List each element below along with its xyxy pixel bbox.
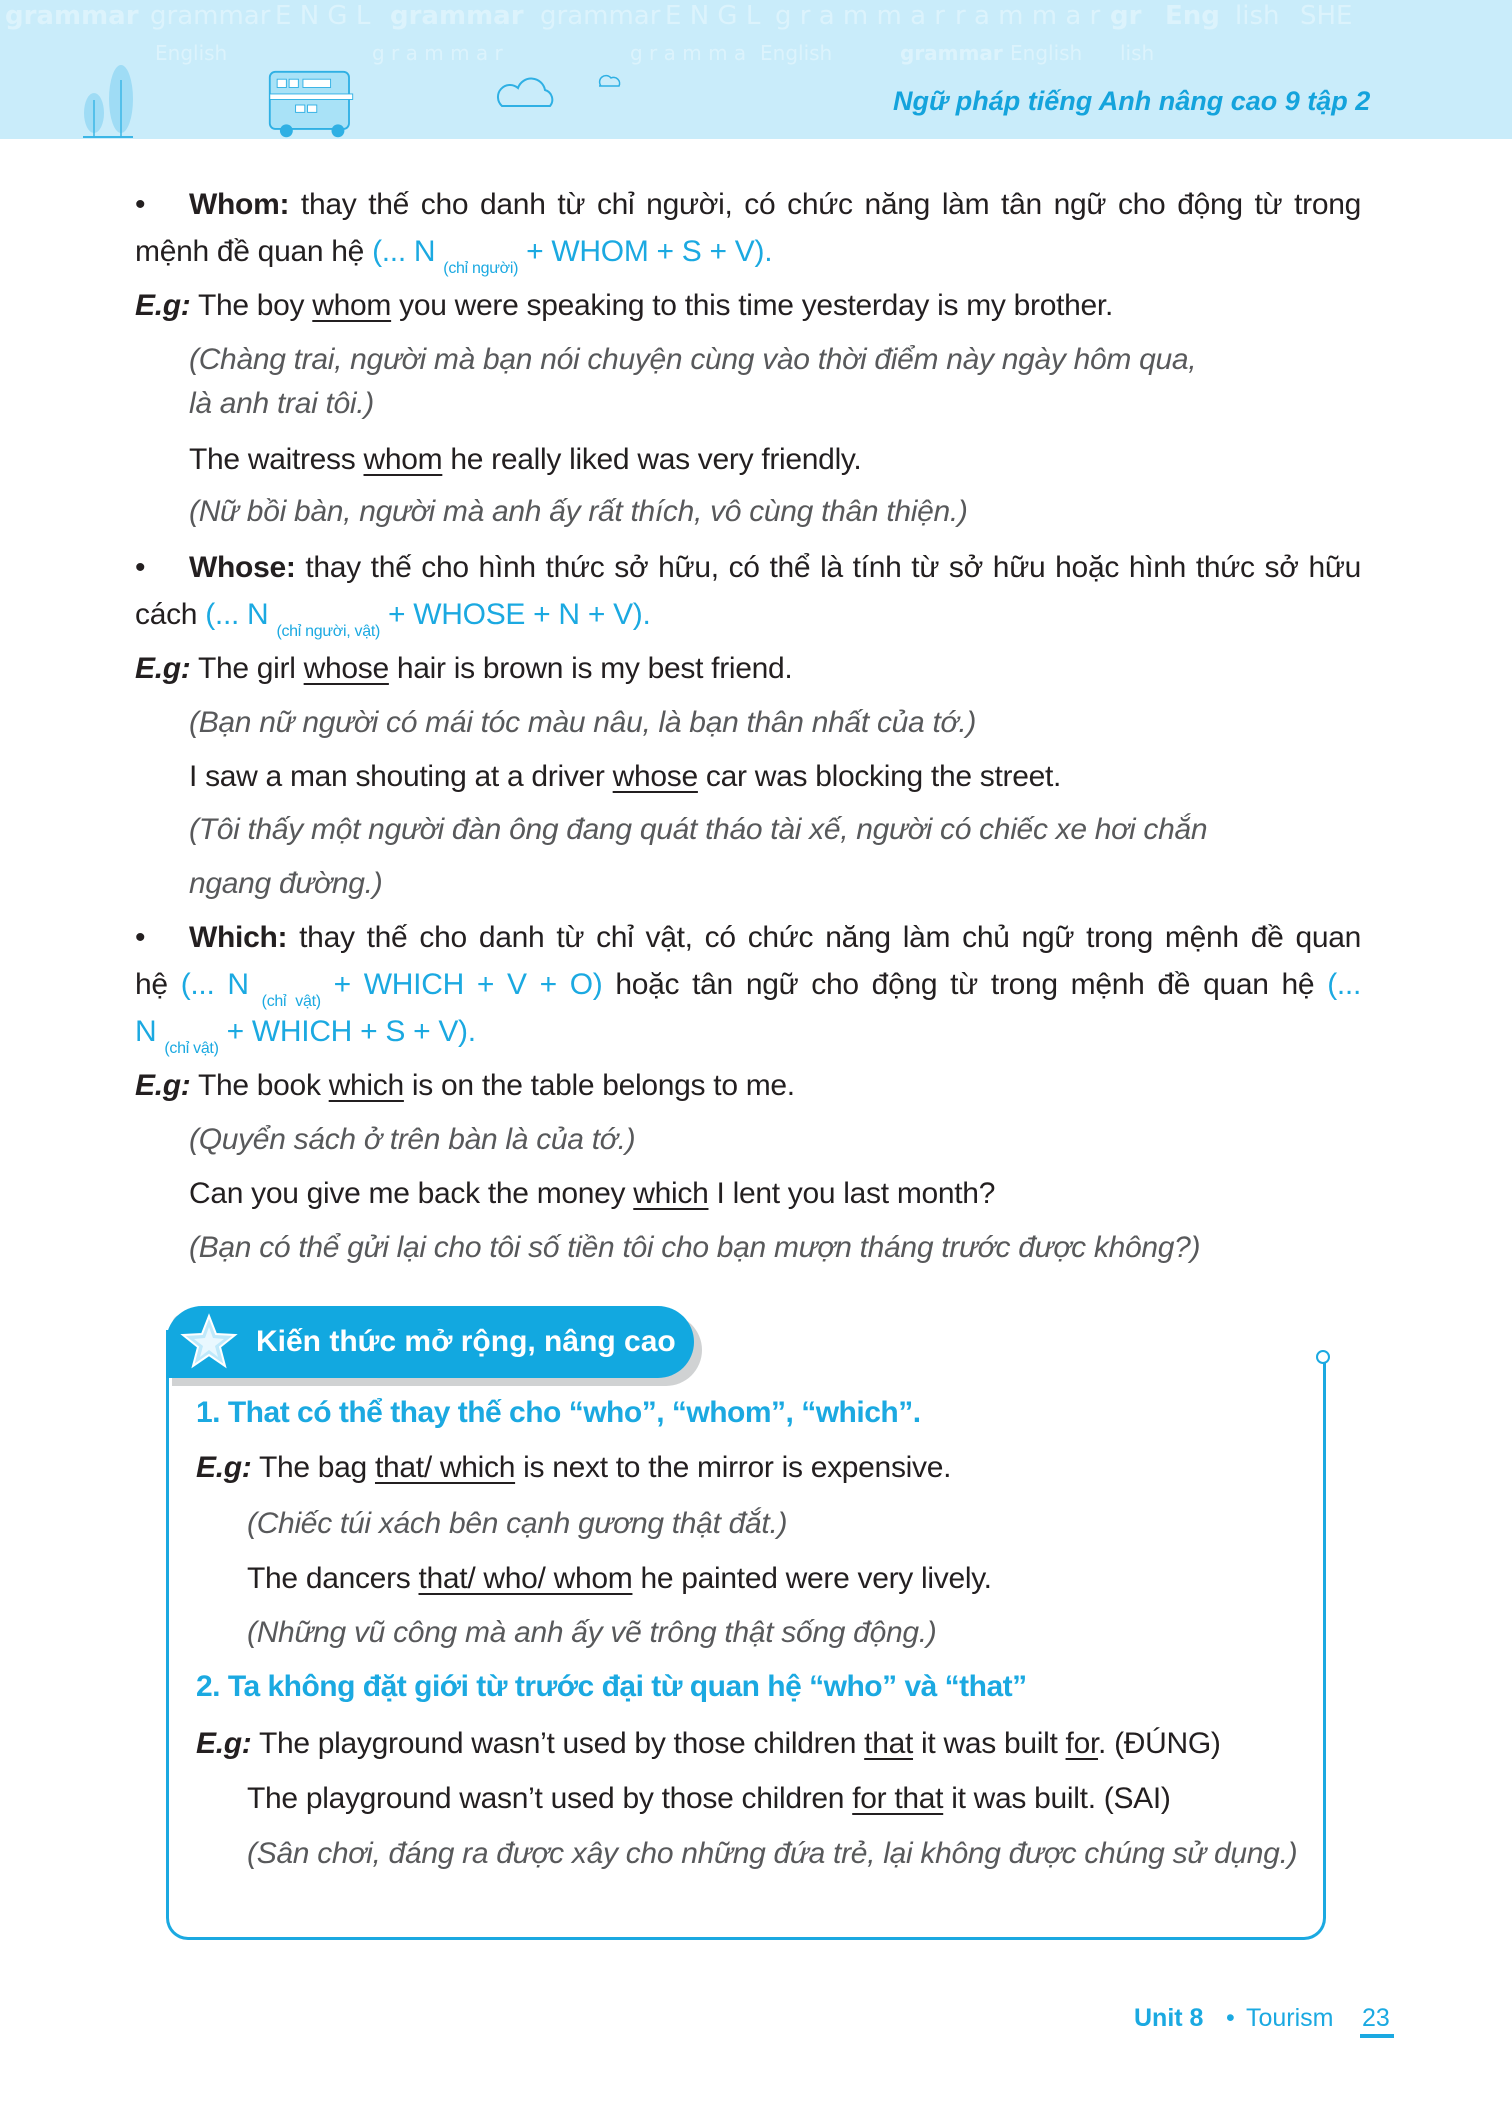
- underlined-keyword: whose: [303, 652, 389, 685]
- text-segment: (Bạn nữ người có mái tóc màu nâu, là bạn thân nhất của tớ.): [189, 706, 977, 739]
- text-line-ex: [189, 755, 1061, 799]
- text-segment: + WHOSE + N + V).: [380, 598, 651, 631]
- text-line-trans: [189, 701, 976, 745]
- advanced-knowledge-box: [166, 1330, 1326, 1940]
- book-title: Ngữ pháp tiếng Anh nâng cao 9 tập 2: [893, 86, 1371, 116]
- text-segment: I lent you last month?: [708, 1177, 996, 1210]
- text-line-trans: [189, 382, 374, 426]
- text-segment: I saw a man shouting at a driver: [189, 760, 613, 793]
- text-segment: car was blocking the street.: [697, 760, 1062, 793]
- text-segment: là anh trai tôi.): [189, 387, 374, 420]
- text-segment: he painted were very lively.: [632, 1562, 992, 1595]
- text-line-trans: [189, 1226, 1200, 1270]
- watermark-word: English: [760, 41, 833, 65]
- text-segment: (... N: [180, 968, 262, 1001]
- watermark-word: g r a m m a: [630, 41, 747, 65]
- text-line-cont-just: [135, 963, 1361, 1010]
- text-line-trans: [189, 490, 968, 534]
- watermark-word: E N G L: [665, 1, 761, 31]
- watermark-word: E N G L: [275, 1, 371, 31]
- text-segment: + WHICH + V + O): [320, 968, 603, 1001]
- text-segment: (Chiếc túi xách bên cạnh gương thật đắt.): [247, 1507, 788, 1540]
- text-line-trans: [189, 862, 382, 906]
- text-segment: is on the table belongs to me.: [403, 1069, 795, 1102]
- text-segment: Can you give me back the money: [189, 1177, 634, 1210]
- text-segment: The bag: [251, 1451, 375, 1484]
- text-line-trans: [189, 338, 1196, 382]
- text-segment: Whom:: [189, 188, 290, 221]
- text-line-cont: [135, 593, 651, 640]
- watermark-word: grammar: [150, 1, 271, 31]
- text-segment: (Bạn có thể gửi lại cho tôi số tiền tôi cho bạn mượn tháng trước được không?): [189, 1231, 1201, 1264]
- text-segment: (Nữ bồi bàn, người mà anh ấy rất thích, vô cùng thân thiện.): [189, 495, 968, 528]
- bullet-icon: •: [135, 551, 146, 584]
- text-line-cont: [135, 230, 773, 277]
- text-segment: is next to the mirror is expensive.: [515, 1451, 952, 1484]
- subscript-note: (chỉ người, vật): [276, 623, 380, 640]
- text-segment: it was built: [913, 1727, 1066, 1760]
- text-line-eg: [135, 647, 792, 691]
- text-segment: The book: [190, 1069, 329, 1102]
- page-number: 23: [1362, 2004, 1390, 2032]
- double-decker-bus-icon: [262, 70, 366, 139]
- text-line-eg: [135, 1064, 795, 1108]
- example-label: E.g:: [135, 289, 191, 322]
- example-label: E.g:: [196, 1451, 252, 1484]
- text-line-bullet-first: [189, 916, 1361, 960]
- text-line-cont: [135, 1010, 476, 1057]
- underlined-keyword: that/ which: [374, 1451, 516, 1484]
- bullet-icon: •: [135, 188, 146, 221]
- subscript-note: (chỉ người): [443, 260, 519, 277]
- watermark-word: SHE: [1300, 1, 1353, 31]
- text-segment: (Tôi thấy một người đàn ông đang quát tháo tài xế, người có chiếc xe hơi chắn: [189, 813, 1208, 846]
- text-segment: hệ: [135, 968, 181, 1001]
- text-segment: + WHICH + S + V).: [218, 1015, 476, 1048]
- bullet-icon: •: [135, 921, 146, 954]
- text-segment: N: [135, 1015, 165, 1048]
- text-segment: The dancers: [247, 1562, 419, 1595]
- footer-separator: •: [1226, 2004, 1235, 2032]
- example-label: E.g:: [196, 1727, 252, 1760]
- watermark-word: gr: [1110, 1, 1142, 31]
- text-line-trans: [189, 1118, 635, 1162]
- watermark-word: g r a m m a r: [775, 1, 945, 31]
- text-segment: cách: [135, 598, 206, 631]
- text-segment: you were speaking to this time yesterday is my brother.: [391, 289, 1113, 322]
- watermark-word: Eng: [1165, 1, 1220, 31]
- watermark-word: grammar: [390, 1, 524, 31]
- box-title: Kiến thức mở rộng, nâng cao: [256, 1325, 676, 1358]
- text-segment: (Những vũ công mà anh ấy vẽ trông thật sống động.): [247, 1616, 937, 1649]
- text-segment: (Quyển sách ở trên bàn là của tớ.): [189, 1123, 636, 1156]
- underlined-keyword: which: [328, 1069, 404, 1102]
- watermark-word: English: [155, 41, 228, 65]
- text-line-bullet-first: [189, 546, 1361, 590]
- text-segment: thay thế cho hình thức sở hữu, có thể là tính từ sở hữu hoặc hình thức sở hữu: [295, 551, 1361, 584]
- underlined-keyword: whom: [312, 289, 392, 322]
- underlined-keyword: for: [1065, 1727, 1099, 1760]
- watermark-word: r a m m a r: [955, 1, 1101, 31]
- text-segment: . (ĐÚNG): [1098, 1727, 1221, 1760]
- tree-icon: [78, 55, 148, 139]
- text-segment: thay thế cho danh từ chỉ vật, có chức năng làm chủ ngữ trong mệnh đề quan: [287, 921, 1361, 954]
- text-line-ex: [189, 1172, 995, 1216]
- example-label: E.g:: [135, 652, 191, 685]
- text-segment: mệnh đề quan hệ: [135, 235, 373, 268]
- watermark-word: English: [1010, 41, 1083, 65]
- section-heading: 1. That có thể thay thế cho “who”, “whom”, “which”.: [196, 1396, 921, 1429]
- text-segment: The boy: [190, 289, 313, 322]
- underlined-keyword: whom: [363, 443, 443, 476]
- text-segment: The playground wasn’t used by those children: [251, 1727, 865, 1760]
- text-segment: The girl: [190, 652, 304, 685]
- page-number-underline: [1360, 2034, 1394, 2038]
- box-border-end-dot: [1316, 1350, 1330, 1364]
- text-line-eg: [135, 284, 1113, 328]
- footer-unit: Unit 8: [1134, 2004, 1204, 2032]
- text-segment: hair is brown is my best friend.: [388, 652, 793, 685]
- footer-topic: Tourism: [1246, 2004, 1334, 2032]
- text-segment: (... N: [205, 598, 277, 631]
- watermark-word: grammar: [540, 1, 661, 31]
- text-line-bullet-first: [189, 183, 1361, 227]
- text-line-ex: [189, 438, 861, 482]
- text-segment: The waitress: [189, 443, 364, 476]
- watermark-word: g r a m m a r: [372, 41, 503, 65]
- text-segment: + WHOM + S + V).: [518, 235, 773, 268]
- example-label: E.g:: [135, 1069, 191, 1102]
- underlined-keyword: that: [864, 1727, 914, 1760]
- section-heading: 2. Ta không đặt giới từ trước đại từ quan hệ “who” và “that”: [196, 1670, 1027, 1703]
- cloud-icon: [490, 74, 560, 110]
- underlined-keyword: whose: [612, 760, 698, 793]
- underlined-keyword: that/ who/ whom: [418, 1562, 633, 1595]
- text-segment: The playground wasn’t used by those children: [247, 1782, 853, 1815]
- star-icon: [180, 1313, 238, 1371]
- text-segment: it was built. (SAI): [943, 1782, 1171, 1815]
- text-segment: Which:: [189, 921, 288, 954]
- text-segment: thay thế cho danh từ chỉ người, có chức năng làm tân ngữ cho động từ trong: [289, 188, 1361, 221]
- text-segment: hoặc tân ngữ cho động từ trong mệnh đề quan hệ: [602, 968, 1328, 1001]
- text-segment: (... N: [372, 235, 444, 268]
- watermark-word: lish: [1235, 1, 1280, 31]
- page-header-banner: [0, 0, 1512, 139]
- subscript-note: (chỉ vật): [164, 1040, 219, 1057]
- watermark-word: grammar: [5, 1, 139, 31]
- underlined-keyword: for that: [852, 1782, 944, 1815]
- underlined-keyword: which: [633, 1177, 709, 1210]
- text-segment: Whose:: [189, 551, 296, 584]
- text-segment: ngang đường.): [189, 867, 383, 900]
- subscript-note: (chỉ vật): [261, 993, 321, 1010]
- text-segment: he really liked was very friendly.: [442, 443, 862, 476]
- text-line-trans: [189, 808, 1207, 852]
- text-segment: (...: [1327, 968, 1361, 1001]
- watermark-word: lish: [1120, 41, 1155, 65]
- text-segment: (Chàng trai, người mà bạn nói chuyện cùng vào thời điểm này ngày hôm qua,: [189, 343, 1197, 376]
- text-segment: (Sân chơi, đáng ra được xây cho những đứa trẻ, lại không được chúng sử dụng.): [247, 1837, 1298, 1870]
- watermark-word: grammar: [900, 41, 1003, 65]
- small-cloud-icon: [597, 72, 621, 90]
